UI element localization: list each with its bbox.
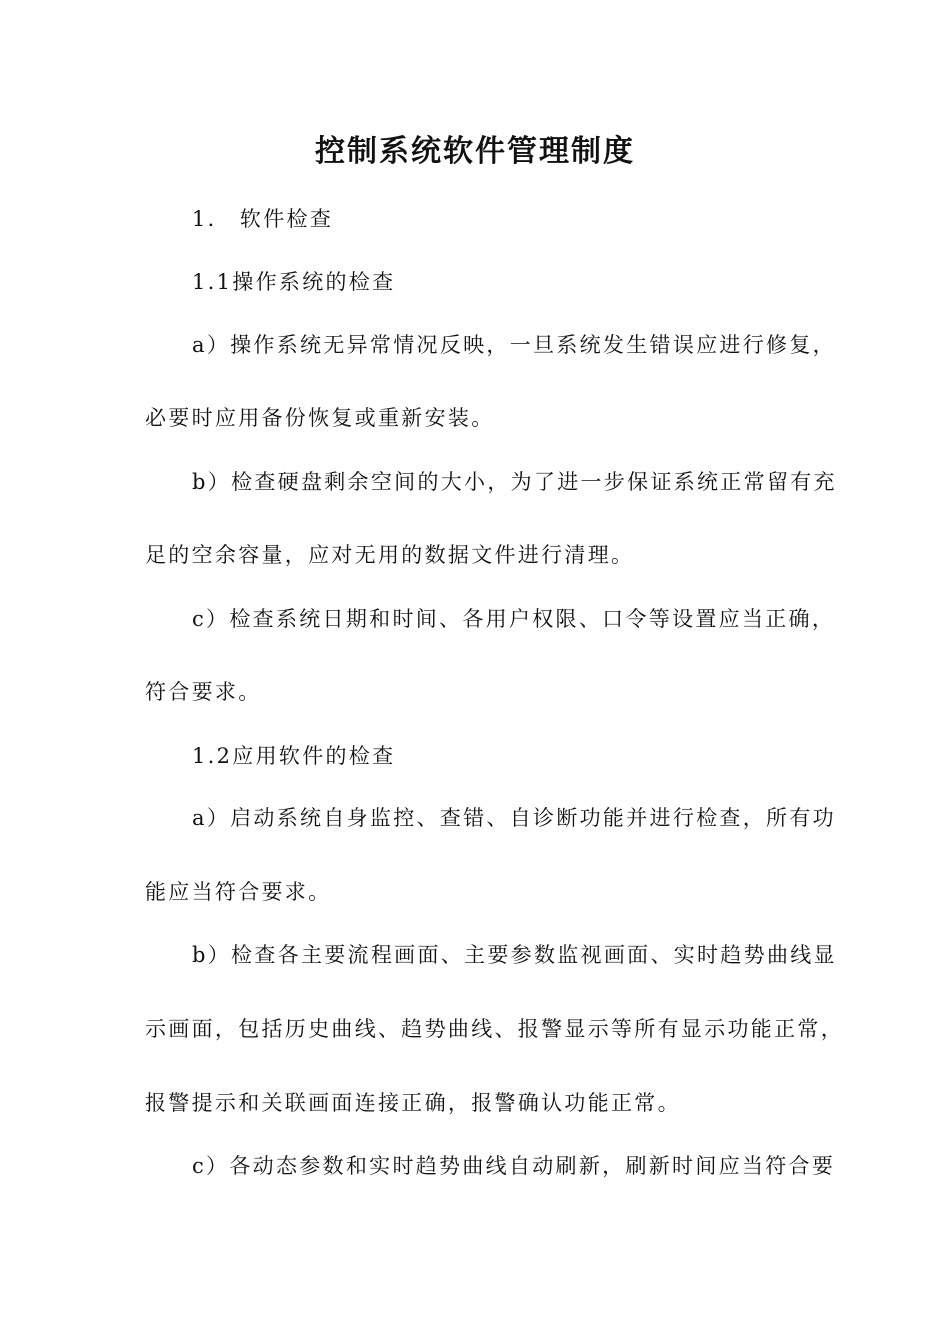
paragraph-line: b）检查各主要流程画面、主要参数监视画面、实时趋势曲线显 xyxy=(192,943,837,967)
section-heading-1: 1． 软件检查 xyxy=(192,207,334,231)
paragraph-line: c）各动态参数和实时趋势曲线自动刷新，刷新时间应当符合要 xyxy=(192,1154,836,1178)
paragraph-line: 示画面，包括历史曲线、趋势曲线、报警显示等所有显示功能正常， xyxy=(145,1017,844,1041)
paragraph-line: 能应当符合要求。 xyxy=(145,880,332,904)
subsection-heading-1-2: 1.2应用软件的检查 xyxy=(192,744,396,768)
paragraph-line: 足的空余容量，应对无用的数据文件进行清理。 xyxy=(145,543,635,567)
subsection-heading-1-1: 1.1操作系统的检查 xyxy=(192,270,396,294)
paragraph-line: 必要时应用备份恢复或重新安装。 xyxy=(145,406,495,430)
paragraph-line: b）检查硬盘剩余空间的大小，为了进一步保证系统正常留有充 xyxy=(192,470,837,494)
paragraph-line: c）检查系统日期和时间、各用户权限、口令等设置应当正确， xyxy=(192,607,836,631)
paragraph-line: 符合要求。 xyxy=(145,680,262,704)
paragraph-line: a）操作系统无异常情况反映，一旦系统发生错误应进行修复， xyxy=(192,333,836,357)
paragraph-line: 报警提示和关联画面连接正确，报警确认功能正常。 xyxy=(145,1091,681,1115)
paragraph-line: a）启动系统自身监控、查错、自诊断功能并进行检查，所有功 xyxy=(192,806,836,830)
document-title: 控制系统软件管理制度 xyxy=(315,134,635,169)
